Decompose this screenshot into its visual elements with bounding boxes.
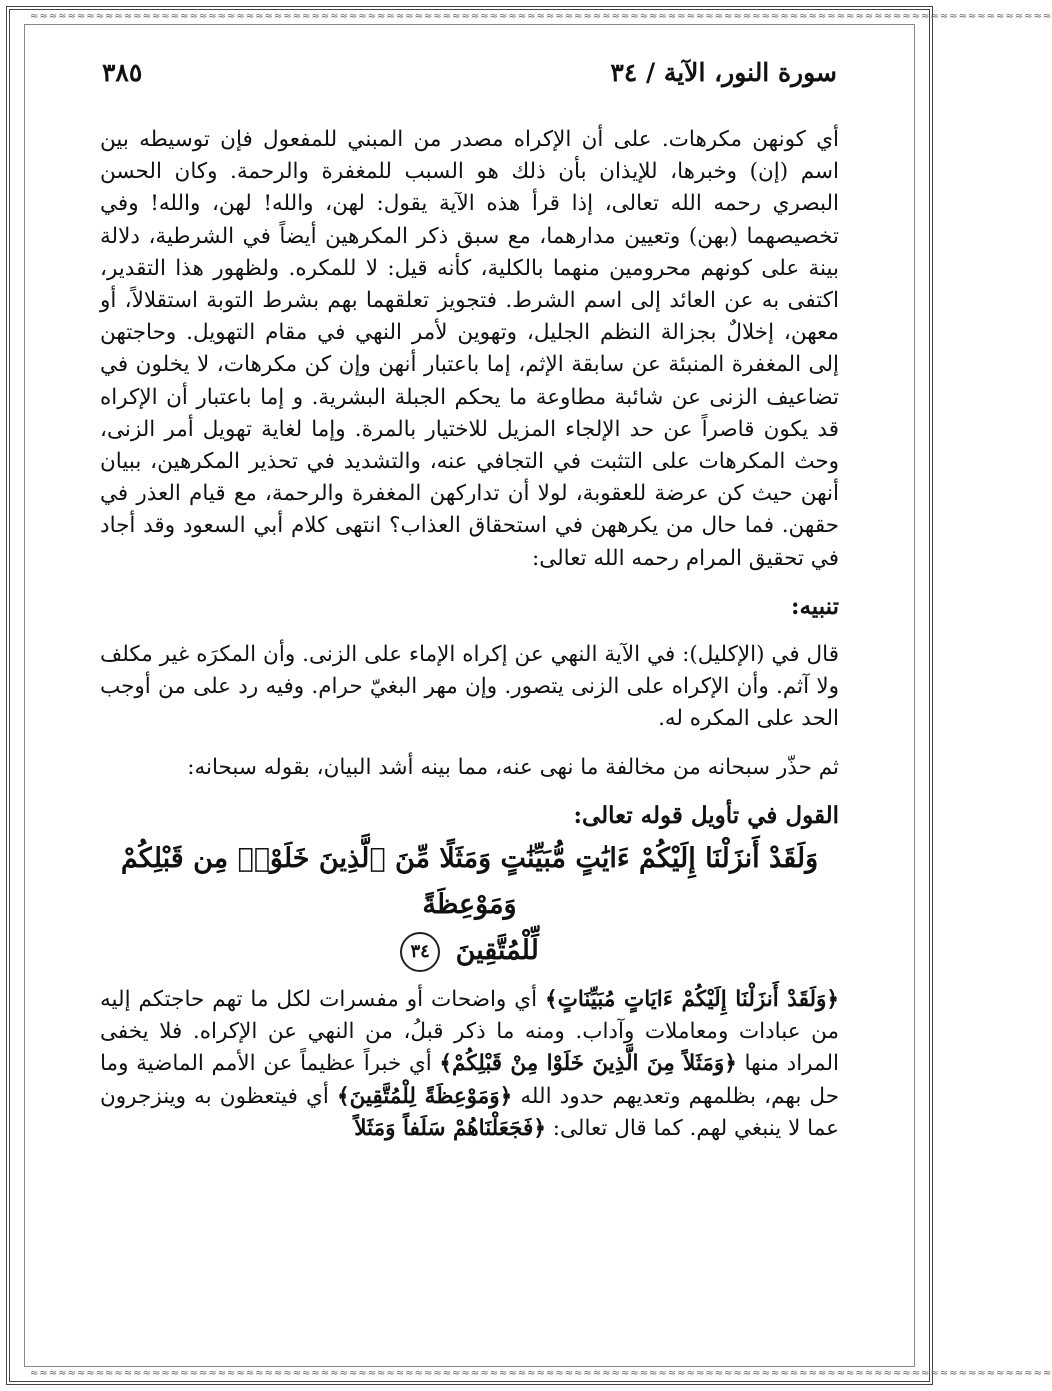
quote-2: ﴿وَمَثَلاً مِنَ الَّذِينَ خَلَوْا مِنْ قَبْلِكُمْ﴾ — [439, 1051, 737, 1077]
quote-4: ﴿فَجَعَلْنَاهُمْ سَلَفاً وَمَثَلاً — [354, 1115, 546, 1141]
note-heading: تنبيه: — [790, 592, 839, 620]
paragraph-transition: ثم حذّر سبحانه من مخالفة ما نهى عنه، مما بينه أشد البيان، بقوله سبحانه: — [187, 754, 839, 780]
page-number: ٣٨٥ — [102, 58, 143, 87]
ayah-number-marker: ٣٤ — [400, 932, 440, 972]
section-heading: القول في تأويل قوله تعالى: — [573, 801, 839, 829]
quran-verse-line-2 — [100, 928, 839, 974]
verse-text-end: لِّلْمُتَّقِينَ — [455, 935, 539, 967]
page-header — [80, 58, 859, 98]
paragraph-iklil: قال في (الإكليل): في الآية النهي عن إكراه الإماء على الزنى. وأن المكرَه غير مكلف ولا آثم. وأن الإكراه على الزنى يتصور. وإن مهر البغيّ حرام. وفيه رد على من أوجب الحد على المكره له. — [100, 642, 839, 732]
quote-3: ﴿وَمَوْعِظَةً لِلْمُتَّقِينَ﴾ — [336, 1083, 513, 1109]
running-title: سورة النور، الآية / ٣٤ — [610, 58, 837, 87]
quran-verse-line-1: وَلَقَدْ أَنزَلْنَا إِلَيْكُمْ ءَايَٰتٍ مُّبَيِّنَٰتٍ وَمَثَلًا مِّنَ ٱلَّذِينَ خَلَوْا۟ مِن قَبْلِكُمْ وَمَوْعِظَةً — [120, 843, 819, 921]
bottom-ornament: ≈≈≈≈≈≈≈≈≈≈≈≈≈≈≈≈≈≈≈≈≈≈≈≈≈≈≈≈≈≈≈≈≈≈≈≈≈≈≈≈≈≈≈≈≈≈≈≈≈≈≈≈≈≈≈≈≈≈≈≈≈≈≈≈≈≈≈≈≈≈≈≈≈≈≈≈≈≈≈≈≈≈≈≈≈≈≈≈≈≈≈≈≈≈≈≈≈≈≈≈≈≈≈≈≈≈≈≈≈ — [30, 1368, 1052, 1379]
paragraph-commentary — [100, 984, 839, 1145]
commentary-text-2: أي خبراً عظيماً عن الأمم الماضية وما حل بهم، بظلمهم وتعديهم حدود الله — [100, 1051, 839, 1109]
paragraph-main: أي كونهن مكرهات. على أن الإكراه مصدر من المبني للمفعول فإن توسيطه بين اسم (إن) وخبرها، للإيذان بأن ذلك هو السبب للمغفرة والرحمة. وكان الحسن البصري رحمه الله تعالى، إذا قرأ هذه الآية يقول: لهن، والله! لهن، والله! وفي تخصيصهما (بهن) وتعيين مدارهما، مع سبق ذكر المكرهين أيضاً في الشرطية، دلالة بينة على كونهم محرومين منهما بالكلية، كأنه قيل: لا للمكره. ولظهور هذا التقدير، اكتفى به عن العائد إلى اسم الشرط. فتجويز تعلقهما بهم بشرط التوبة استقلالاً، أو معهن، إخلالٌ بجزالة النظم الجليل، وتهوين لأمر النهي في مقام التهويل. وحاجتهن إلى المغفرة المنبئة عن سابقة الإثم، إما باعتبار أنهن وإن كن مكرهات، لا يخلون في تضاعيف الزنى عن شائبة مطاوعة ما يحكم الجبلة البشرية. و إما باعتبار أن الإكراه قد يكون قاصراً عن حد الإلجاء المزيل للاختيار بالمرة. وإما لغاية تهويل أمر الزنى، وحث المكرهات على التثبت في التجافي عنه، والتشديد في تحذير المكرهين، ببيان أنهن حيث كن عرضة للعقوبة، لولا أن تداركهن المغفرة والرحمة، مع قيام العذر في حقهن. فما حال من يكرههن في استحقاق العذاب؟ انتهى كلام أبي السعود وقد أجاد في تحقيق المرام رحمه الله تعالى: — [100, 127, 839, 571]
top-ornament: ≈≈≈≈≈≈≈≈≈≈≈≈≈≈≈≈≈≈≈≈≈≈≈≈≈≈≈≈≈≈≈≈≈≈≈≈≈≈≈≈≈≈≈≈≈≈≈≈≈≈≈≈≈≈≈≈≈≈≈≈≈≈≈≈≈≈≈≈≈≈≈≈≈≈≈≈≈≈≈≈≈≈≈≈≈≈≈≈≈≈≈≈≈≈≈≈≈≈≈≈≈≈≈≈≈≈≈≈≈ — [30, 11, 1052, 22]
quote-1: ﴿وَلَقَدْ أَنزَلْنَا إِلَيْكُمْ ءَايَاتٍ مُبَيِّنَاتٍ﴾ — [545, 987, 839, 1013]
commentary-text-3: أي فيتعظون به وينزجرون عما لا ينبغي لهم. كما قال تعالى: — [100, 1083, 839, 1141]
commentary-text-1: أي واضحات أو مفسرات لكل ما تهم حاجتكم إليه من عبادات ومعاملات وآداب. ومنه ما ذكر قبلُ، من النهي عن الإكراه. فلا يخفى المراد منها — [100, 987, 840, 1077]
page-body — [100, 124, 839, 1145]
